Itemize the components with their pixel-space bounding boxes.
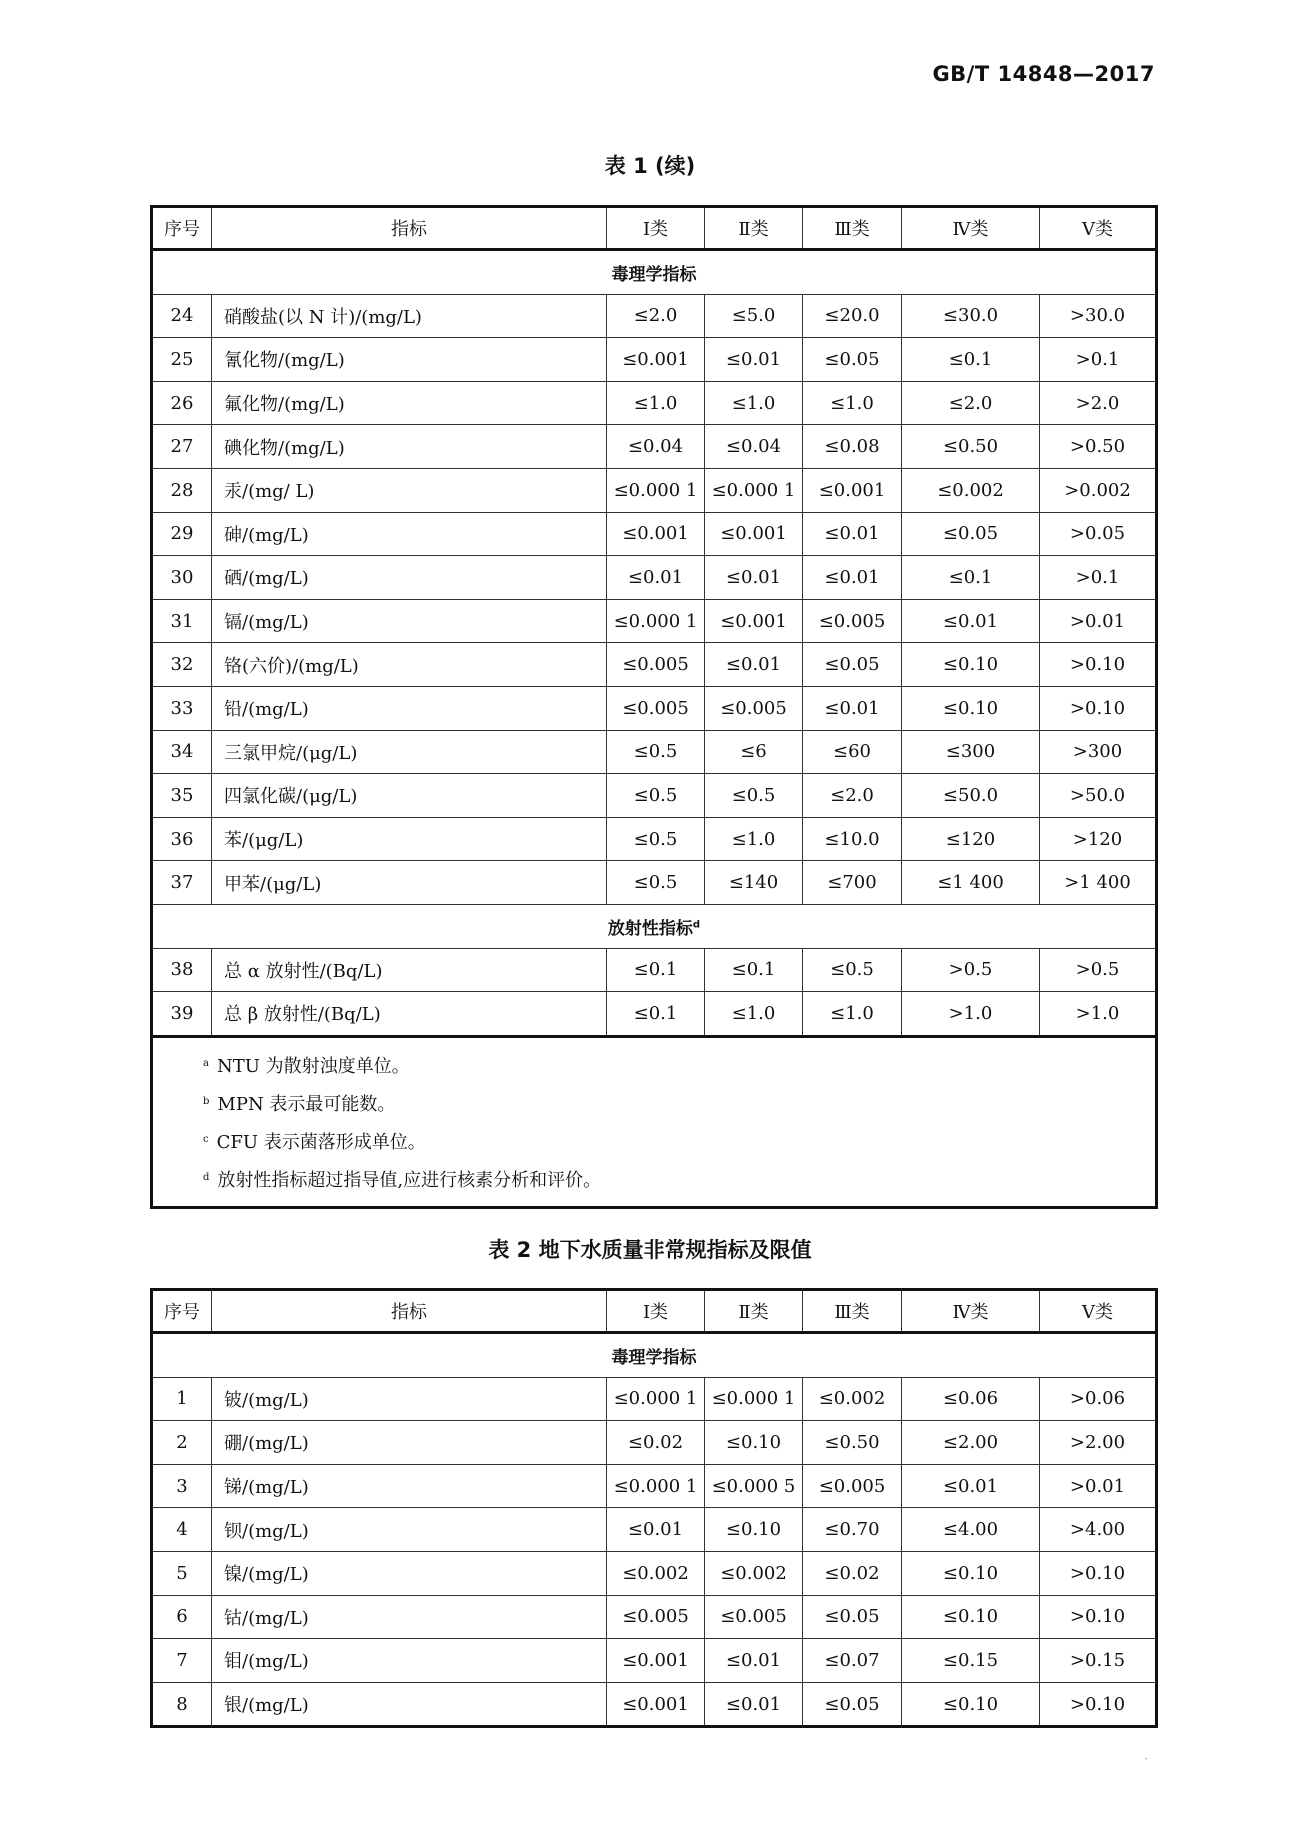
table2 [150, 1288, 1158, 1728]
limit-class-5: >0.10 [1040, 1682, 1157, 1727]
limit-class-4: ≤2.0 [902, 381, 1040, 425]
limit-class-4: ≤0.10 [902, 643, 1040, 687]
indicator-name: 总 α 放射性/(Bq/L) [212, 948, 607, 992]
table-row [152, 556, 1157, 600]
table2-title: 表 2 地下水质量非常规指标及限值 [488, 1238, 812, 1262]
limit-class-3: ≤0.02 [803, 1551, 902, 1595]
section-row [152, 250, 1157, 295]
indicator-name: 硝酸盐(以 N 计)/(mg/L) [212, 294, 607, 338]
row-index: 30 [152, 556, 212, 600]
limit-class-2: ≤0.000 5 [705, 1464, 803, 1508]
limit-class-3: ≤10.0 [803, 817, 902, 861]
limit-class-2: ≤0.005 [705, 686, 803, 730]
limit-class-4: ≤0.01 [902, 599, 1040, 643]
limit-class-1: ≤0.001 [607, 1639, 705, 1683]
row-index: 2 [152, 1421, 212, 1465]
table-row [152, 468, 1157, 512]
limit-class-5: >2.0 [1040, 381, 1157, 425]
limit-class-2: ≤6 [705, 730, 803, 774]
indicator-name: 钡/(mg/L) [212, 1508, 607, 1552]
section-row [152, 1333, 1157, 1378]
limit-class-5: >0.1 [1040, 556, 1157, 600]
limit-class-4: ≤2.00 [902, 1421, 1040, 1465]
footnote-mark: b [203, 1095, 210, 1107]
limit-class-2: ≤0.002 [705, 1551, 803, 1595]
section-label: 毒理学指标 [152, 250, 1157, 295]
limit-class-3: ≤0.05 [803, 1595, 902, 1639]
limit-class-2: ≤0.01 [705, 1639, 803, 1683]
footnote [203, 1122, 1155, 1160]
row-index: 35 [152, 774, 212, 818]
limit-class-1: ≤0.02 [607, 1421, 705, 1465]
limit-class-4: ≤300 [902, 730, 1040, 774]
limit-class-3: ≤0.002 [803, 1377, 902, 1421]
row-index: 24 [152, 294, 212, 338]
col-header-indicator: 指标 [212, 1290, 607, 1333]
limit-class-3: ≤0.05 [803, 338, 902, 382]
limit-class-1: ≤0.001 [607, 1682, 705, 1727]
limit-class-3: ≤0.50 [803, 1421, 902, 1465]
table-row [152, 992, 1157, 1037]
footnote [203, 1160, 1155, 1198]
table1-notes [152, 1036, 1157, 1207]
limit-class-1: ≤0.1 [607, 992, 705, 1037]
limit-class-5: >300 [1040, 730, 1157, 774]
section-label [152, 904, 1157, 948]
table-row [152, 381, 1157, 425]
limit-class-3: ≤0.07 [803, 1639, 902, 1683]
table-row [152, 817, 1157, 861]
table-row [152, 294, 1157, 338]
limit-class-5: >0.01 [1040, 1464, 1157, 1508]
limit-class-4: ≤0.1 [902, 338, 1040, 382]
col-header-indicator: 指标 [212, 207, 607, 250]
row-index: 27 [152, 425, 212, 469]
indicator-name: 镍/(mg/L) [212, 1551, 607, 1595]
limit-class-3: ≤2.0 [803, 774, 902, 818]
limit-class-1: ≤0.01 [607, 1508, 705, 1552]
limit-class-3: ≤700 [803, 861, 902, 905]
row-index: 4 [152, 1508, 212, 1552]
indicator-name: 氰化物/(mg/L) [212, 338, 607, 382]
table-row [152, 1508, 1157, 1552]
table-row [152, 1377, 1157, 1421]
limit-class-4: ≤0.15 [902, 1639, 1040, 1683]
limit-class-3: ≤1.0 [803, 381, 902, 425]
table-row [152, 686, 1157, 730]
limit-class-1: ≤0.000 1 [607, 1464, 705, 1508]
table-row [152, 643, 1157, 687]
limit-class-1: ≤1.0 [607, 381, 705, 425]
footnote-mark: a [203, 1057, 209, 1069]
table2-header-row [152, 1290, 1157, 1333]
table2-toxic-section [152, 1333, 1157, 1727]
limit-class-3: ≤0.08 [803, 425, 902, 469]
limit-class-3: ≤0.70 [803, 1508, 902, 1552]
indicator-name: 四氯化碳/(μg/L) [212, 774, 607, 818]
col-header-class-2: Ⅱ类 [705, 1290, 803, 1333]
table-row [152, 1682, 1157, 1727]
limit-class-4: ≤4.00 [902, 1508, 1040, 1552]
limit-class-2: ≤0.005 [705, 1595, 803, 1639]
table-row [152, 1464, 1157, 1508]
row-index: 1 [152, 1377, 212, 1421]
section-row [152, 904, 1157, 948]
table-row [152, 1551, 1157, 1595]
limit-class-5: >2.00 [1040, 1421, 1157, 1465]
limit-class-3: ≤0.005 [803, 599, 902, 643]
table-row [152, 599, 1157, 643]
limit-class-5: >0.05 [1040, 512, 1157, 556]
limit-class-1: ≤0.001 [607, 512, 705, 556]
limit-class-5: >0.50 [1040, 425, 1157, 469]
col-header-class-5: Ⅴ类 [1040, 207, 1157, 250]
notes-cell [152, 1036, 1157, 1207]
col-header-class-1: Ⅰ类 [607, 207, 705, 250]
col-header-class-5: Ⅴ类 [1040, 1290, 1157, 1333]
limit-class-3: ≤20.0 [803, 294, 902, 338]
limit-class-2: ≤0.000 1 [705, 1377, 803, 1421]
row-index: 26 [152, 381, 212, 425]
limit-class-5: >0.15 [1040, 1639, 1157, 1683]
row-index: 36 [152, 817, 212, 861]
limit-class-4: ≤1 400 [902, 861, 1040, 905]
table1-title: 表 1 (续) [604, 154, 696, 178]
table-row [152, 1421, 1157, 1465]
footnote-mark: d [692, 919, 701, 931]
limit-class-3: ≤0.01 [803, 686, 902, 730]
limit-class-2: ≤0.01 [705, 338, 803, 382]
footnote [203, 1084, 1155, 1122]
indicator-name: 铅/(mg/L) [212, 686, 607, 730]
limit-class-1: ≤0.005 [607, 643, 705, 687]
row-index: 29 [152, 512, 212, 556]
indicator-name: 苯/(μg/L) [212, 817, 607, 861]
table-row [152, 948, 1157, 992]
limit-class-2: ≤0.10 [705, 1421, 803, 1465]
table-row [152, 338, 1157, 382]
limit-class-3: ≤60 [803, 730, 902, 774]
indicator-name: 总 β 放射性/(Bq/L) [212, 992, 607, 1037]
limit-class-2: ≤0.10 [705, 1508, 803, 1552]
limit-class-4: ≤30.0 [902, 294, 1040, 338]
col-header-class-3: Ⅲ类 [803, 207, 902, 250]
footnote-text: CFU 表示菌落形成单位。 [216, 1131, 426, 1153]
indicator-name: 银/(mg/L) [212, 1682, 607, 1727]
table-row [152, 730, 1157, 774]
limit-class-2: ≤1.0 [705, 992, 803, 1037]
row-index: 7 [152, 1639, 212, 1683]
limit-class-4: >0.5 [902, 948, 1040, 992]
limit-class-1: ≤0.5 [607, 861, 705, 905]
section-label-text: 放射性指标 [607, 918, 693, 939]
limit-class-2: ≤0.5 [705, 774, 803, 818]
limit-class-4: ≤120 [902, 817, 1040, 861]
limit-class-1: ≤0.001 [607, 338, 705, 382]
row-index: 6 [152, 1595, 212, 1639]
row-index: 32 [152, 643, 212, 687]
indicator-name: 铍/(mg/L) [212, 1377, 607, 1421]
table-row [152, 1639, 1157, 1683]
col-header-index: 序号 [152, 1290, 212, 1333]
limit-class-5: >0.002 [1040, 468, 1157, 512]
indicator-name: 三氯甲烷/(μg/L) [212, 730, 607, 774]
limit-class-5: >0.01 [1040, 599, 1157, 643]
indicator-name: 砷/(mg/L) [212, 512, 607, 556]
page-mark: · [1144, 1752, 1148, 1766]
row-index: 3 [152, 1464, 212, 1508]
table1-toxic-section [152, 250, 1157, 905]
limit-class-3: ≤0.01 [803, 512, 902, 556]
row-index: 25 [152, 338, 212, 382]
limit-class-2: ≤0.1 [705, 948, 803, 992]
table-row [152, 861, 1157, 905]
limit-class-2: ≤0.001 [705, 512, 803, 556]
col-header-class-1: Ⅰ类 [607, 1290, 705, 1333]
limit-class-4: ≤50.0 [902, 774, 1040, 818]
limit-class-2: ≤0.01 [705, 556, 803, 600]
limit-class-5: >30.0 [1040, 294, 1157, 338]
limit-class-5: >120 [1040, 817, 1157, 861]
limit-class-1: ≤0.5 [607, 730, 705, 774]
section-label: 毒理学指标 [152, 1333, 1157, 1378]
col-header-class-4: Ⅳ类 [902, 1290, 1040, 1333]
indicator-name: 硼/(mg/L) [212, 1421, 607, 1465]
table-row [152, 425, 1157, 469]
row-index: 38 [152, 948, 212, 992]
table1-header-row [152, 207, 1157, 250]
limit-class-2: ≤0.01 [705, 643, 803, 687]
limit-class-4: ≤0.01 [902, 1464, 1040, 1508]
limit-class-4: ≤0.06 [902, 1377, 1040, 1421]
footnote-mark: d [203, 1171, 210, 1183]
limit-class-2: ≤0.000 1 [705, 468, 803, 512]
limit-class-1: ≤0.04 [607, 425, 705, 469]
limit-class-3: ≤0.005 [803, 1464, 902, 1508]
limit-class-4: ≤0.10 [902, 1551, 1040, 1595]
limit-class-3: ≤1.0 [803, 992, 902, 1037]
footnote-text: NTU 为散射浊度单位。 [216, 1055, 410, 1077]
limit-class-5: >0.1 [1040, 338, 1157, 382]
limit-class-4: >1.0 [902, 992, 1040, 1037]
limit-class-5: >0.10 [1040, 1551, 1157, 1595]
col-header-index: 序号 [152, 207, 212, 250]
indicator-name: 氟化物/(mg/L) [212, 381, 607, 425]
row-index: 8 [152, 1682, 212, 1727]
limit-class-2: ≤0.04 [705, 425, 803, 469]
footnote [203, 1046, 1155, 1084]
limit-class-1: ≤0.000 1 [607, 599, 705, 643]
limit-class-3: ≤0.5 [803, 948, 902, 992]
limit-class-5: >4.00 [1040, 1508, 1157, 1552]
row-index: 5 [152, 1551, 212, 1595]
col-header-class-4: Ⅳ类 [902, 207, 1040, 250]
limit-class-5: >0.06 [1040, 1377, 1157, 1421]
limit-class-4: ≤0.50 [902, 425, 1040, 469]
limit-class-2: ≤0.001 [705, 599, 803, 643]
limit-class-2: ≤0.01 [705, 1682, 803, 1727]
table-row [152, 774, 1157, 818]
footnote-mark: c [203, 1133, 209, 1145]
row-index: 34 [152, 730, 212, 774]
footnote-text: 放射性指标超过指导值,应进行核素分析和评价。 [217, 1169, 602, 1191]
limit-class-5: >0.10 [1040, 1595, 1157, 1639]
indicator-name: 锑/(mg/L) [212, 1464, 607, 1508]
limit-class-3: ≤0.05 [803, 643, 902, 687]
limit-class-4: ≤0.05 [902, 512, 1040, 556]
limit-class-5: >1 400 [1040, 861, 1157, 905]
limit-class-1: ≤0.01 [607, 556, 705, 600]
limit-class-1: ≤0.000 1 [607, 468, 705, 512]
indicator-name: 甲苯/(μg/L) [212, 861, 607, 905]
limit-class-4: ≤0.10 [902, 686, 1040, 730]
limit-class-3: ≤0.01 [803, 556, 902, 600]
row-index: 28 [152, 468, 212, 512]
limit-class-3: ≤0.05 [803, 1682, 902, 1727]
limit-class-2: ≤1.0 [705, 381, 803, 425]
row-index: 37 [152, 861, 212, 905]
limit-class-5: >0.10 [1040, 686, 1157, 730]
limit-class-5: >0.5 [1040, 948, 1157, 992]
limit-class-4: ≤0.10 [902, 1595, 1040, 1639]
indicator-name: 硒/(mg/L) [212, 556, 607, 600]
limit-class-4: ≤0.1 [902, 556, 1040, 600]
limit-class-1: ≤0.002 [607, 1551, 705, 1595]
row-index: 31 [152, 599, 212, 643]
col-header-class-3: Ⅲ类 [803, 1290, 902, 1333]
row-index: 39 [152, 992, 212, 1037]
row-index: 33 [152, 686, 212, 730]
limit-class-1: ≤0.5 [607, 817, 705, 861]
limit-class-1: ≤2.0 [607, 294, 705, 338]
limit-class-4: ≤0.10 [902, 1682, 1040, 1727]
table1 [150, 205, 1158, 1209]
indicator-name: 汞/(mg/ L) [212, 468, 607, 512]
limit-class-1: ≤0.005 [607, 686, 705, 730]
footnote-text: MPN 表示最可能数。 [217, 1093, 396, 1115]
limit-class-1: ≤0.005 [607, 1595, 705, 1639]
table1-radio-section [152, 904, 1157, 1036]
indicator-name: 镉/(mg/L) [212, 599, 607, 643]
table-row [152, 512, 1157, 556]
col-header-class-2: Ⅱ类 [705, 207, 803, 250]
limit-class-5: >0.10 [1040, 643, 1157, 687]
indicator-name: 钼/(mg/L) [212, 1639, 607, 1683]
standard-code: GB/T 14848—2017 [932, 62, 1155, 86]
notes-row [152, 1036, 1157, 1207]
table-row [152, 1595, 1157, 1639]
limit-class-4: ≤0.002 [902, 468, 1040, 512]
indicator-name: 碘化物/(mg/L) [212, 425, 607, 469]
limit-class-5: >1.0 [1040, 992, 1157, 1037]
limit-class-1: ≤0.5 [607, 774, 705, 818]
limit-class-1: ≤0.1 [607, 948, 705, 992]
indicator-name: 铬(六价)/(mg/L) [212, 643, 607, 687]
limit-class-2: ≤1.0 [705, 817, 803, 861]
limit-class-1: ≤0.000 1 [607, 1377, 705, 1421]
indicator-name: 钴/(mg/L) [212, 1595, 607, 1639]
limit-class-5: >50.0 [1040, 774, 1157, 818]
limit-class-2: ≤140 [705, 861, 803, 905]
limit-class-3: ≤0.001 [803, 468, 902, 512]
limit-class-2: ≤5.0 [705, 294, 803, 338]
